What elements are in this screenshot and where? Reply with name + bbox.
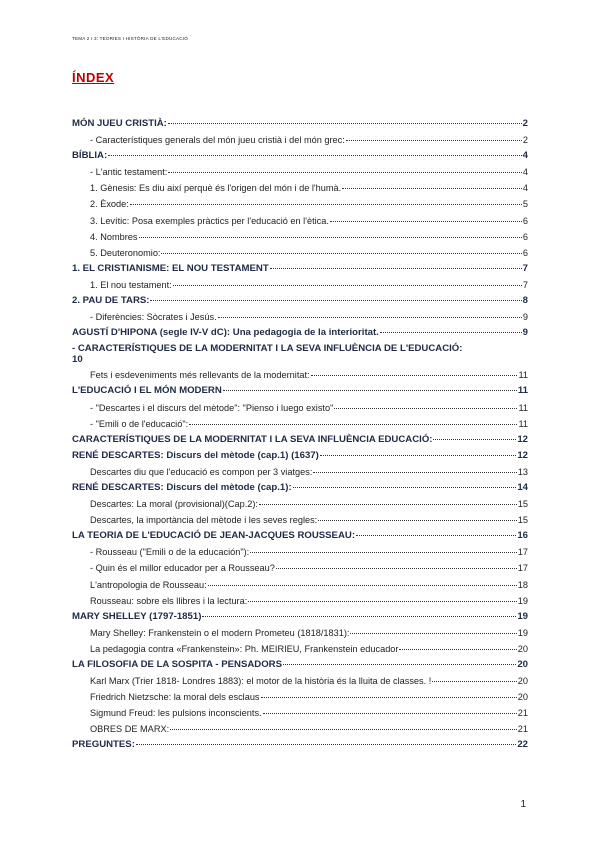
index-title: ÍNDEX <box>72 70 115 85</box>
toc-entry[interactable] <box>72 416 528 432</box>
toc-entry-page: 5 <box>522 199 528 210</box>
toc-entry[interactable] <box>72 496 528 512</box>
toc-dot-leader <box>259 504 517 505</box>
toc-dot-leader <box>248 601 516 602</box>
toc-entry-page: 20 <box>517 643 528 654</box>
toc-entry[interactable] <box>72 528 528 544</box>
toc-entry-label: BÍBLIA: <box>72 150 108 162</box>
toc-entry-label: LA FILOSOFIA DE LA SOSPITA - PENSADORS <box>72 659 283 670</box>
toc-entry[interactable] <box>72 261 528 277</box>
toc-dot-leader <box>346 140 522 141</box>
toc-entry-label: Sigmund Freud: les pulsions inconscients. <box>90 708 262 719</box>
toc-entry[interactable] <box>72 213 528 229</box>
toc-entry-label: MARY SHELLEY (1797-1851) <box>72 610 202 622</box>
toc-entry-label: RENÉ DESCARTES: Discurs del mètode (cap.1): <box>72 481 292 493</box>
toc-entry-label: - "Emili o de l'educació": <box>90 418 189 429</box>
toc-entry-label: - CARACTERÍSTIQUES DE LA MODERNITAT I LA SEVA INFLUÈNCIA DE L'EDUCACIÓ: <box>72 343 463 355</box>
toc-entry-page: 6 <box>522 247 528 258</box>
toc-dot-leader <box>270 268 522 269</box>
toc-entry[interactable] <box>72 116 528 132</box>
toc-entry-page: 13 <box>517 466 528 477</box>
toc-entry-label: - Característiques generals del món jueu cristià i del món grec: <box>90 135 345 146</box>
toc-entry-label: MÓN JUEU CRISTIÀ: <box>72 118 167 129</box>
toc-dot-leader <box>130 204 522 205</box>
toc-entry-page: 21 <box>517 724 528 735</box>
toc-entry-label: LA TEORIA DE L'EDUCACIÓ DE JEAN-JACQUES ROUSSEAU: <box>72 530 356 542</box>
toc-entry-page: 17 <box>517 563 528 574</box>
toc-dot-leader <box>276 568 517 569</box>
toc-entry-label: RENÉ DESCARTES: Discurs del mètode (cap.1) (1637) <box>72 449 319 461</box>
toc-entry-label: CARACTERÍSTIQUES DE LA MODERNITAT I LA SEVA INFLUÈNCIA EDUCACIÓ: <box>72 433 433 445</box>
toc-entry-label: 1. EL CRISTIANISME: EL NOU TESTAMENT <box>72 262 269 274</box>
toc-dot-leader <box>139 237 522 238</box>
toc-entry[interactable] <box>72 367 528 383</box>
toc-entry[interactable] <box>72 180 528 196</box>
toc-entry-page: 17 <box>517 547 528 558</box>
toc-dot-leader <box>356 535 516 536</box>
toc-entry-page: 11 <box>517 385 528 397</box>
toc-entry[interactable] <box>72 148 528 164</box>
toc-dot-leader <box>432 681 516 682</box>
toc-dot-leader <box>330 221 522 222</box>
toc-entry-label: Rousseau: sobre els llibres i la lectura: <box>90 595 248 606</box>
toc-dot-leader <box>311 375 518 376</box>
toc-entry-page: 20 <box>517 676 528 687</box>
toc-entry-label: Descartes diu que l'educació es compon per 3 viatges: <box>90 466 313 477</box>
toc-entry[interactable] <box>72 196 528 212</box>
toc-dot-leader <box>293 487 517 488</box>
toc-entry-label: PREGUNTES: <box>72 739 135 751</box>
toc-entry-page: 7 <box>522 279 528 290</box>
toc-entry[interactable] <box>72 609 528 625</box>
toc-entry-page: 11 <box>518 402 528 413</box>
toc-entry-page: 14 <box>517 481 528 493</box>
toc-dot-leader <box>433 439 516 440</box>
toc-entry[interactable] <box>72 544 528 560</box>
toc-entry-label: La pedagogia contra «Frankenstein»: Ph. MEIRIEU, Frankenstein educador <box>90 643 399 654</box>
toc-dot-leader <box>283 664 516 665</box>
toc-dot-leader <box>218 317 522 318</box>
toc-entry[interactable] <box>72 689 528 705</box>
toc-entry[interactable] <box>72 641 528 657</box>
toc-entry-page: 7 <box>522 262 528 274</box>
toc-entry-page: 19 <box>517 595 528 606</box>
toc-dot-leader <box>223 390 517 391</box>
toc-entry-page: 16 <box>517 530 528 542</box>
toc-dot-leader <box>168 123 522 124</box>
toc-entry[interactable] <box>72 164 528 180</box>
toc-entry-page: 6 <box>522 231 528 242</box>
toc-entry[interactable] <box>72 132 528 148</box>
toc-entry-label: Descartes, la importància del mètode i les seves regles: <box>90 515 318 526</box>
toc-dot-leader <box>168 172 522 173</box>
toc-dot-leader <box>202 616 516 617</box>
toc-entry[interactable] <box>72 593 528 609</box>
toc-dot-leader <box>334 408 517 409</box>
toc-entry[interactable] <box>72 293 528 309</box>
toc-entry-page: 12 <box>517 433 528 445</box>
toc-entry-page: 11 <box>518 418 528 429</box>
toc-entry-page: 4 <box>522 167 528 178</box>
toc-entry-page: 21 <box>517 708 528 719</box>
toc-entry-page: 10 <box>72 354 83 366</box>
toc-entry-page: 2 <box>522 118 528 129</box>
toc-entry-page: 22 <box>517 739 528 751</box>
toc-entry-page: 12 <box>517 449 528 461</box>
toc-dot-leader <box>320 455 516 456</box>
toc-entry-label: L'antropologia de Rousseau: <box>90 579 207 590</box>
toc-entry-label: - "Descartes i el discurs del mètode": "Pienso i luego existo" <box>90 402 334 413</box>
toc-entry[interactable] <box>72 245 528 261</box>
toc-dot-leader <box>313 472 516 473</box>
toc-entry-label: - Rousseau ("Emili o de la educación"): <box>90 547 250 558</box>
toc-entry-page: 4 <box>522 150 528 162</box>
toc-entry-page: 11 <box>518 370 528 381</box>
toc-entry[interactable] <box>72 577 528 593</box>
toc-entry-label: AGUSTÍ D'HIPONA (segle IV-V dC): Una pedagogia de la interioritat. <box>72 327 379 339</box>
toc-entry-page: 19 <box>517 627 528 638</box>
toc-entry-label: Mary Shelley: Frankenstein o el modern Prometeu (1818/1831): <box>90 627 350 638</box>
toc-entry[interactable] <box>72 229 528 245</box>
toc-entry[interactable] <box>72 432 528 448</box>
toc-entry-label: 2. Èxode: <box>90 199 129 210</box>
toc-entry[interactable] <box>72 657 528 673</box>
toc-dot-leader <box>399 649 516 650</box>
toc-entry[interactable] <box>72 705 528 721</box>
toc-entry-label: Fets i esdeveniments més rellevants de la modernitat: <box>90 370 310 381</box>
toc-dot-leader <box>136 744 516 745</box>
toc-dot-leader <box>380 332 522 333</box>
toc-entry[interactable] <box>72 673 528 689</box>
running-header: TEMA 2 I 3: TEORIES I HISTÒRIA DE L'EDUCACIÓ <box>72 36 189 41</box>
toc-entry-label: Friedrich Nietzsche: la moral dels esclaus <box>90 692 260 703</box>
toc-entry-page: 9 <box>522 312 528 323</box>
toc-entry[interactable] <box>72 512 528 528</box>
toc-entry[interactable] <box>72 277 528 293</box>
toc-entry[interactable] <box>72 400 528 416</box>
toc-entry[interactable] <box>72 625 528 641</box>
toc-dot-leader <box>108 155 521 156</box>
toc-entry-label: 2. PAU DE TARS: <box>72 295 150 307</box>
toc-dot-leader <box>189 424 517 425</box>
toc-dot-leader <box>350 633 516 634</box>
toc-entry-label: Karl Marx (Trier 1818- Londres 1883): el motor de la història és la lluita de classes. ! <box>90 676 432 687</box>
toc-dot-leader <box>161 253 521 254</box>
toc-entry-page: 8 <box>522 295 528 307</box>
toc-entry-label: Descartes: La moral (provisional)(Cap.2): <box>90 499 258 510</box>
toc-entry-label: 5. Deuteronomio: <box>90 247 161 258</box>
toc-entry-label: - Diferències: Sòcrates i Jesús. <box>90 312 217 323</box>
toc-entry-page: 19 <box>517 610 528 622</box>
toc-dot-leader <box>208 585 517 586</box>
toc-entry-label: - L'antic testament: <box>90 167 168 178</box>
toc-entry-label: L'EDUCACIÓ I EL MÓN MODERN <box>72 385 222 397</box>
toc-dot-leader <box>318 520 517 521</box>
toc-dot-leader <box>170 729 517 730</box>
toc-entry-label: 3. Levític: Posa exemples pràctics per l'educació en l'ètica. <box>90 215 329 226</box>
toc-entry[interactable] <box>72 341 528 367</box>
toc-entry[interactable] <box>72 309 528 325</box>
toc-entry-page: 15 <box>517 499 528 510</box>
toc-entry[interactable] <box>72 325 528 341</box>
toc-dot-leader <box>250 552 517 553</box>
toc-entry[interactable] <box>72 448 528 464</box>
toc-entry[interactable] <box>72 560 528 576</box>
toc-entry[interactable] <box>72 480 528 496</box>
toc-dot-leader <box>263 713 517 714</box>
toc-entry-page: 20 <box>517 692 528 703</box>
toc-entry-label: 4. Nombres <box>90 231 138 242</box>
table-of-contents <box>72 116 528 754</box>
toc-entry-label: 1. El nou testament: <box>90 279 172 290</box>
toc-entry-page: 4 <box>522 183 528 194</box>
toc-entry-page: 15 <box>517 515 528 526</box>
toc-entry-label: 1. Gènesis: Es diu així perquè és l'origen del món i de l'humà. <box>90 183 342 194</box>
toc-dot-leader <box>150 300 521 301</box>
toc-entry[interactable] <box>72 383 528 399</box>
toc-entry-page: 20 <box>517 659 528 670</box>
toc-dot-leader <box>173 285 522 286</box>
toc-entry[interactable] <box>72 464 528 480</box>
toc-entry-page: 6 <box>522 215 528 226</box>
toc-entry-page: 18 <box>517 579 528 590</box>
toc-dot-leader <box>342 188 522 189</box>
toc-dot-leader <box>261 697 517 698</box>
toc-entry-label: OBRES DE MARX: <box>90 724 170 735</box>
toc-entry-label: - Quin és el millor educador per a Rousseau? <box>90 563 275 574</box>
toc-entry[interactable] <box>72 721 528 737</box>
toc-entry[interactable] <box>72 737 528 753</box>
toc-entry-page: 2 <box>522 135 528 146</box>
page-number: 1 <box>520 799 526 810</box>
toc-entry-page: 9 <box>522 327 528 339</box>
